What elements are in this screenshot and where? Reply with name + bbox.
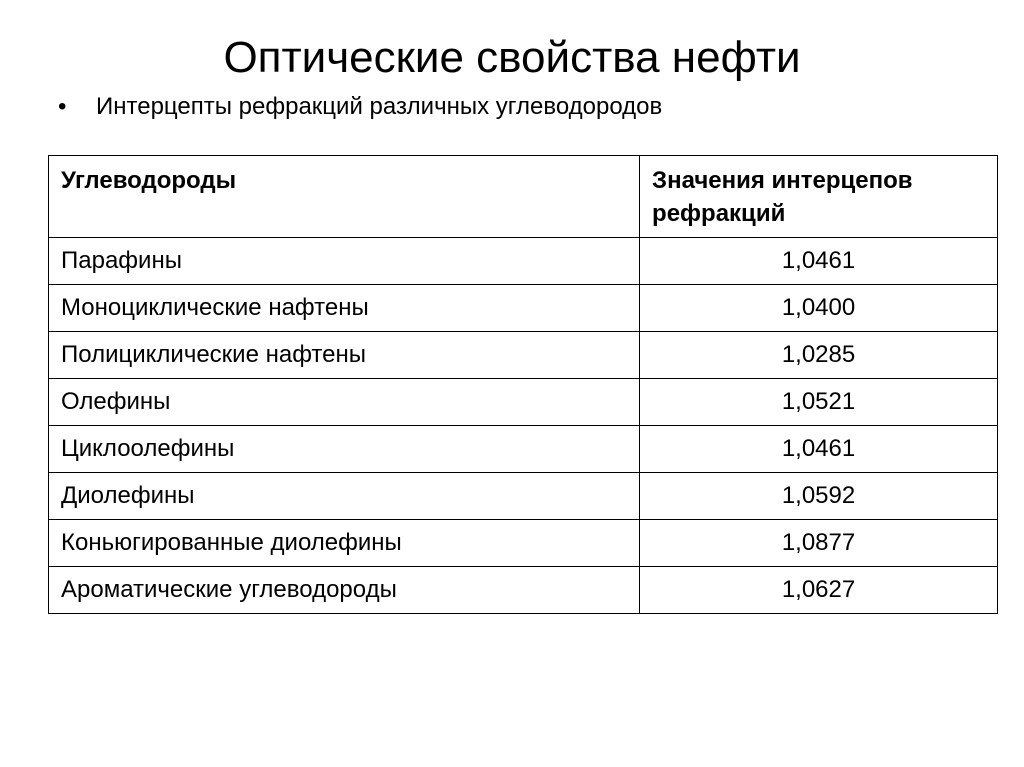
table-row xyxy=(49,426,998,473)
intercept-value: 1,0461 xyxy=(640,238,998,285)
header-intercept-values: Значения интерцепов рефракций xyxy=(640,156,998,238)
bullet-item xyxy=(58,91,662,123)
slide-title: Оптические свойства нефти xyxy=(223,33,801,82)
table-row xyxy=(49,379,998,426)
hydrocarbon-name: Олефины xyxy=(49,379,640,426)
table-row xyxy=(49,520,998,567)
intercept-value: 1,0285 xyxy=(640,332,998,379)
bullet-text: Интерцепты рефракций различных углеводородов xyxy=(96,93,663,120)
hydrocarbon-name: Ароматические углеводороды xyxy=(49,567,640,614)
hydrocarbon-name: Парафины xyxy=(49,238,640,285)
hydrocarbon-name: Циклоолефины xyxy=(49,426,640,473)
bullet-symbol: • xyxy=(58,93,67,120)
refraction-intercepts-table xyxy=(48,155,998,614)
intercept-value: 1,0461 xyxy=(640,426,998,473)
intercept-value: 1,0592 xyxy=(640,473,998,520)
table-header-row xyxy=(49,156,998,238)
intercept-value: 1,0877 xyxy=(640,520,998,567)
hydrocarbon-name: Коньюгированные диолефины xyxy=(49,520,640,567)
table-row xyxy=(49,332,998,379)
table-row xyxy=(49,473,998,520)
table-row xyxy=(49,567,998,614)
intercept-value: 1,0400 xyxy=(640,285,998,332)
table-row xyxy=(49,238,998,285)
hydrocarbon-name: Диолефины xyxy=(49,473,640,520)
hydrocarbon-name: Моноциклические нафтены xyxy=(49,285,640,332)
intercept-value: 1,0627 xyxy=(640,567,998,614)
intercept-value: 1,0521 xyxy=(640,379,998,426)
table-row xyxy=(49,285,998,332)
header-hydrocarbons: Углеводороды xyxy=(49,156,640,238)
hydrocarbon-name: Полициклические нафтены xyxy=(49,332,640,379)
